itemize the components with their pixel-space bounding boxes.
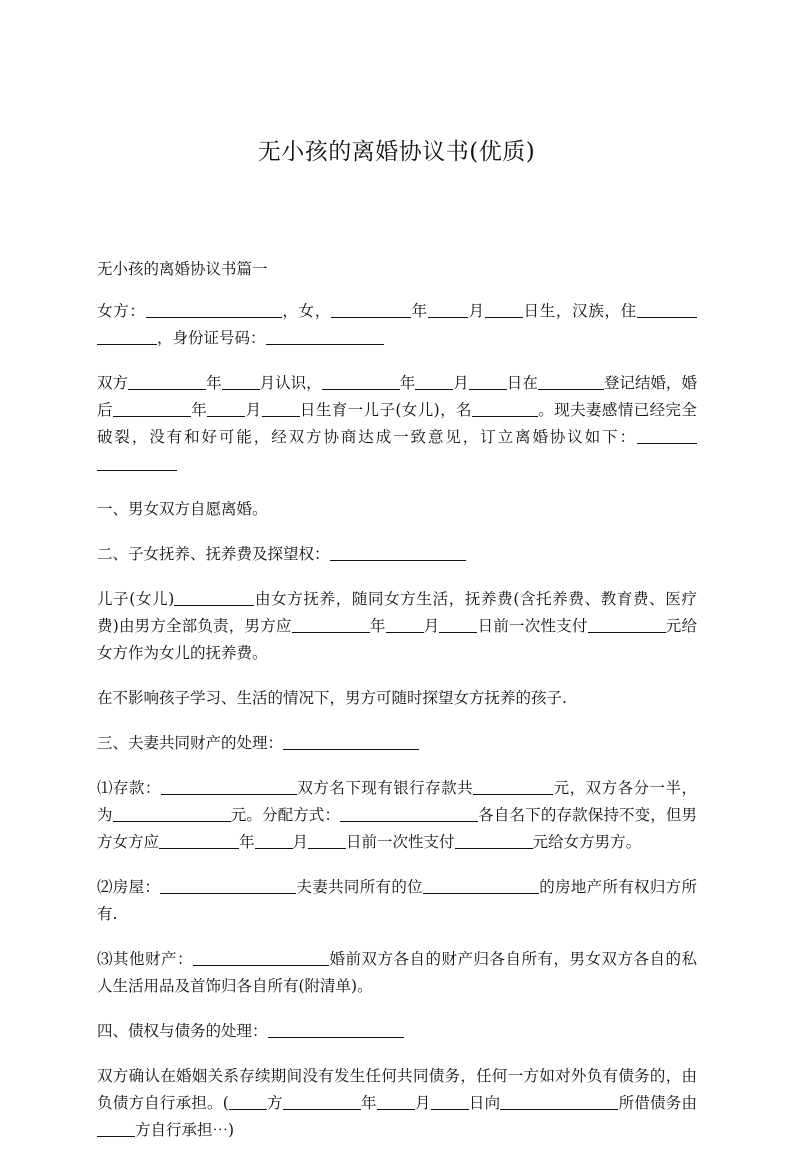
text-segment: 四、债权与债务的处理： <box>97 1022 268 1040</box>
debt-paragraph <box>97 1063 697 1144</box>
text-segment: 各自名下的存款保持不变，但男方女方应 <box>97 806 697 851</box>
text-segment: 月 <box>414 1094 431 1112</box>
text-segment: 日生育一儿子(女儿)，名 <box>299 401 472 419</box>
blank-field[interactable] <box>637 301 697 318</box>
text-segment: 年 <box>369 617 386 635</box>
text-segment: ⑵房屋： <box>97 878 161 896</box>
text-segment: 月 <box>292 833 309 851</box>
blank-field[interactable] <box>128 373 206 390</box>
text-segment: 三、夫妻共同财产的处理： <box>97 734 284 752</box>
blank-field[interactable] <box>146 301 282 318</box>
blank-field[interactable] <box>415 373 453 390</box>
text-segment: 所借债务由 <box>618 1094 697 1112</box>
blank-field[interactable] <box>229 1093 267 1110</box>
blank-field[interactable] <box>439 616 477 633</box>
text-segment: 元给女方男方。 <box>532 833 642 851</box>
text-segment: 月 <box>453 374 469 392</box>
blank-field[interactable] <box>377 1093 415 1110</box>
blank-field[interactable] <box>538 373 604 390</box>
text-segment: 日在 <box>506 374 538 392</box>
blank-field[interactable] <box>292 616 370 633</box>
blank-field[interactable] <box>97 1120 135 1137</box>
text-segment: 由女方抚养，随同女方生活，抚养费(含托养费、教育费、医疗费)由男方全部负责，男方应 <box>97 590 697 635</box>
blank-field[interactable] <box>159 832 239 849</box>
marriage-paragraph <box>97 370 697 478</box>
text-segment: 月 <box>423 617 440 635</box>
text-segment: ，女， <box>281 302 331 320</box>
text-segment: 年 <box>206 374 222 392</box>
text-segment: 年 <box>399 374 416 392</box>
blank-field[interactable] <box>588 616 666 633</box>
blank-field[interactable] <box>485 301 523 318</box>
blank-field[interactable] <box>262 400 300 417</box>
blank-field[interactable] <box>174 589 254 606</box>
blank-field[interactable] <box>431 1093 469 1110</box>
text-segment: 日向 <box>468 1094 501 1112</box>
text-segment: ⑶其他财产： <box>97 950 193 968</box>
text-segment: ，身份证号码： <box>157 329 266 347</box>
section-3-heading <box>97 730 697 757</box>
text-segment: 元给女方作为女儿的抚养费。 <box>97 617 697 662</box>
text-segment: 月 <box>467 302 485 320</box>
blank-field[interactable] <box>113 805 231 822</box>
text-segment: 。现夫妻感情已经完全破裂，没有和好可能，经双方协商达成一致意见，订立离婚协议如下： <box>97 401 697 446</box>
text-segment: 双方 <box>97 374 129 392</box>
blank-field[interactable] <box>472 400 538 417</box>
blank-field[interactable] <box>469 373 507 390</box>
blank-field[interactable] <box>97 328 157 345</box>
text-segment: 方 <box>266 1094 283 1112</box>
text-segment: 婚前双方各自的财产归各自所有，男女双方各自的私人生活用品及首饰归各自所有(附清单)。 <box>97 950 697 995</box>
text-segment: ⑴存款： <box>97 779 161 797</box>
text-segment: 月 <box>245 401 262 419</box>
blank-field[interactable] <box>637 427 697 444</box>
blank-field[interactable] <box>113 400 191 417</box>
text-segment: 元。分配方式： <box>230 806 341 824</box>
visitation-paragraph: 在不影响孩子学习、生活的情况下，男方可随时探望女方抚养的孩子. <box>97 689 567 707</box>
text-segment: 女方： <box>97 302 146 320</box>
text-segment: 儿子(女儿) <box>97 590 175 608</box>
blank-field[interactable] <box>160 877 296 894</box>
blank-field[interactable] <box>161 778 297 795</box>
blank-field[interactable] <box>386 616 424 633</box>
blank-field[interactable] <box>207 400 245 417</box>
text-segment: 日前一次性支付 <box>346 833 455 851</box>
text-segment: 双方名下现有银行存款共 <box>296 779 474 797</box>
blank-field[interactable] <box>500 1093 618 1110</box>
blank-field[interactable] <box>473 778 553 795</box>
text-segment: 月认识， <box>259 374 322 392</box>
blank-field[interactable] <box>255 832 293 849</box>
text-segment: 年 <box>190 401 208 419</box>
blank-field[interactable] <box>268 1021 404 1038</box>
section-2-heading <box>97 541 697 568</box>
text-segment: 方自行承担⋯) <box>135 1121 235 1139</box>
blank-field[interactable] <box>455 832 533 849</box>
blank-field[interactable] <box>222 373 260 390</box>
text-segment: 年 <box>410 302 428 320</box>
text-segment: 元，双方各分一半，为 <box>97 779 697 824</box>
deposit-paragraph <box>97 775 697 856</box>
text-segment: 日前一次性支付 <box>477 617 588 635</box>
blank-field[interactable] <box>193 949 329 966</box>
document-title: 无小孩的离婚协议书(优质) <box>257 139 536 165</box>
blank-field[interactable] <box>428 301 468 318</box>
text-segment: 的房地产所有权归方所有. <box>97 878 697 923</box>
blank-field[interactable] <box>97 454 177 471</box>
blank-field[interactable] <box>266 328 384 345</box>
agreement-body <box>97 256 697 1162</box>
parties-paragraph <box>97 298 697 352</box>
section-1-heading: 一、男女双方自愿离婚。 <box>97 500 268 518</box>
blank-field[interactable] <box>322 373 400 390</box>
blank-field[interactable] <box>330 544 466 561</box>
blank-field[interactable] <box>308 832 346 849</box>
blank-field[interactable] <box>283 1093 361 1110</box>
section-4-heading <box>97 1018 697 1045</box>
custody-paragraph <box>97 586 697 667</box>
text-segment: 二、子女抚养、抚养费及探望权： <box>97 545 330 563</box>
section-subtitle: 无小孩的离婚协议书篇一 <box>97 260 268 278</box>
blank-field[interactable] <box>340 805 478 822</box>
text-segment: 日生，汉族，住 <box>522 302 637 320</box>
text-segment: 夫妻共同所有的位 <box>296 878 423 896</box>
other-property-paragraph <box>97 946 697 1000</box>
blank-field[interactable] <box>283 733 419 750</box>
house-paragraph <box>97 874 697 928</box>
text-segment: 年 <box>239 833 255 851</box>
text-segment: 登记结婚，婚后 <box>97 374 697 419</box>
blank-field[interactable] <box>423 877 539 894</box>
blank-field[interactable] <box>331 301 411 318</box>
text-segment: 年 <box>360 1094 377 1112</box>
text-segment: 双方确认在婚姻关系存续期间没有发生任何共同债务，任何一方如对外负有债务的，由负债方自行承担。( <box>97 1067 697 1112</box>
